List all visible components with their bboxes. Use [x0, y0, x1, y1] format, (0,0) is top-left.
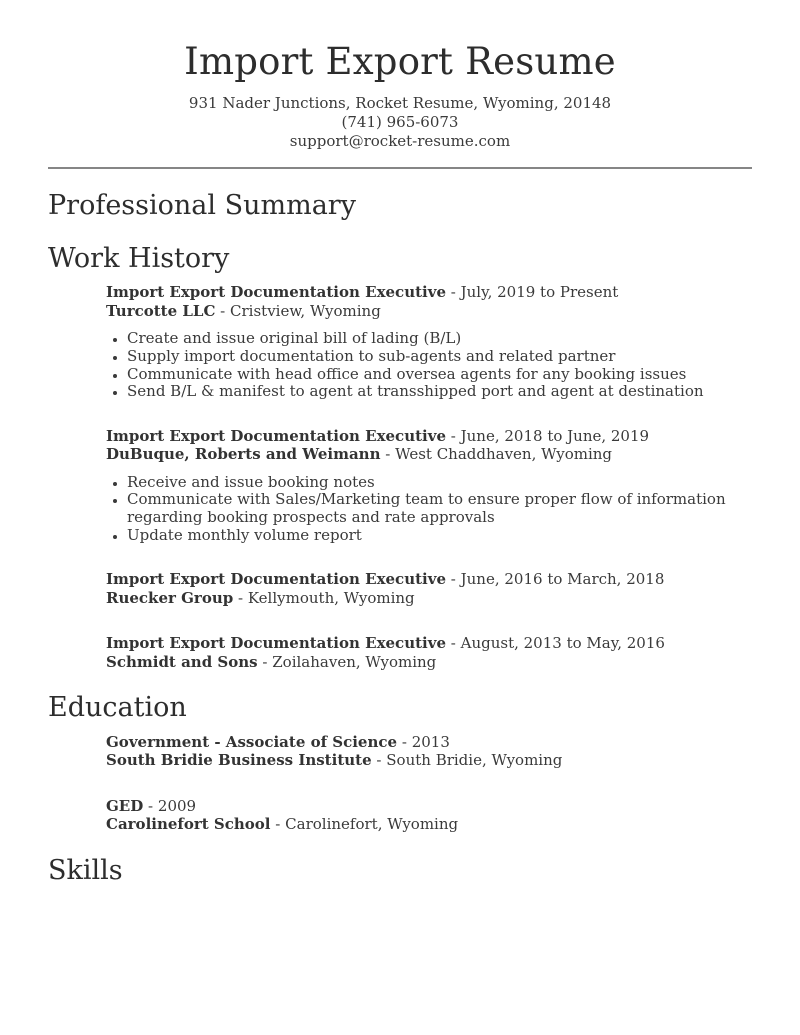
separator-dash: - [450, 570, 456, 589]
job-company: Turcotte LLC [106, 301, 216, 320]
education-school: Carolinefort School [106, 815, 271, 834]
education-year: 2009 [157, 796, 197, 815]
education-degree-line [106, 797, 752, 816]
separator-dash: - [401, 732, 407, 751]
job-company: DuBuque, Roberts and Weimann [106, 445, 381, 464]
section-heading-education: Education [48, 692, 187, 724]
job-company: Schmidt and Sons [106, 652, 258, 671]
job-bullet: • Communicate with head office and oversea agents for any booking issues [127, 366, 752, 384]
contact-phone: (741) 965-6073 [341, 112, 459, 131]
education-school-line [106, 751, 752, 770]
job-location: West Chaddhaven, Wyoming [395, 445, 613, 464]
education-entries [106, 733, 752, 834]
separator-dash: - [275, 815, 281, 834]
education-school-line [106, 815, 752, 834]
job-entry [106, 570, 752, 607]
job-bullet: • Receive and issue booking notes [127, 474, 752, 492]
job-company-line [106, 445, 752, 464]
education-year: 2013 [411, 732, 450, 751]
job-company-line [106, 653, 752, 672]
job-bullets [106, 474, 752, 544]
job-title-line [106, 427, 752, 446]
separator-dash: - [148, 796, 154, 815]
education-location: South Bridie, Wyoming [386, 751, 563, 770]
separator-dash: - [450, 283, 456, 302]
job-bullet: • Create and issue original bill of lading (B/L) [127, 330, 752, 348]
work-history-entries [106, 283, 752, 671]
education-degree-line [106, 733, 752, 752]
job-dates: August, 2013 to May, 2016 [460, 634, 665, 653]
separator-dash: - [238, 588, 244, 607]
job-location: Kellymouth, Wyoming [247, 588, 415, 607]
job-company: Ruecker Group [106, 588, 234, 607]
job-title: Import Export Documentation Executive [106, 634, 446, 653]
job-company-line [106, 589, 752, 608]
section-heading-work-history: Work History [48, 243, 230, 275]
education-school: South Bridie Business Institute [106, 751, 372, 770]
job-entry [106, 427, 752, 544]
contact-block [48, 94, 752, 151]
section-heading-professional-summary: Professional Summary [48, 189, 356, 221]
separator-dash: - [450, 634, 456, 653]
job-entry [106, 283, 752, 400]
job-location: Cristview, Wyoming [230, 301, 381, 320]
separator-dash: - [385, 445, 391, 464]
job-dates: June, 2018 to June, 2019 [460, 426, 650, 445]
resume-title: Import Export Resume [184, 40, 616, 83]
job-bullets [106, 330, 752, 400]
education-location: Carolinefort, Wyoming [285, 815, 459, 834]
job-location: Zoilahaven, Wyoming [272, 652, 437, 671]
resume-header [48, 42, 752, 151]
job-bullet: • Supply import documentation to sub-agents and related partner [127, 348, 752, 366]
education-degree: Government - Associate of Science [106, 732, 398, 751]
job-title-line [106, 634, 752, 653]
separator-dash: - [450, 426, 456, 445]
section-heading-skills: Skills [48, 854, 123, 886]
job-title-line [106, 570, 752, 589]
contact-address: 931 Nader Junctions, Rocket Resume, Wyoming, 20148 [188, 93, 612, 112]
job-title: Import Export Documentation Executive [106, 570, 446, 589]
separator-dash: - [220, 301, 226, 320]
job-dates: June, 2016 to March, 2018 [460, 570, 665, 589]
job-bullet: • Send B/L & manifest to agent at transshipped port and agent at destination [127, 383, 752, 401]
job-title-line [106, 283, 752, 302]
separator-dash: - [376, 751, 382, 770]
job-bullet: • Communicate with Sales/Marketing team to ensure proper flow of information regarding booking prospects and rate approvals [127, 491, 752, 526]
job-title: Import Export Documentation Executive [106, 426, 446, 445]
job-entry [106, 634, 752, 671]
job-dates: July, 2019 to Present [460, 283, 619, 302]
education-degree: GED [106, 796, 144, 815]
contact-email: support@rocket-resume.com [289, 131, 511, 150]
job-bullet: • Update monthly volume report [127, 527, 752, 545]
job-company-line [106, 302, 752, 321]
education-entry [106, 797, 752, 834]
job-title: Import Export Documentation Executive [106, 283, 446, 302]
education-entry [106, 733, 752, 770]
header-divider [48, 167, 752, 169]
separator-dash: - [262, 652, 268, 671]
